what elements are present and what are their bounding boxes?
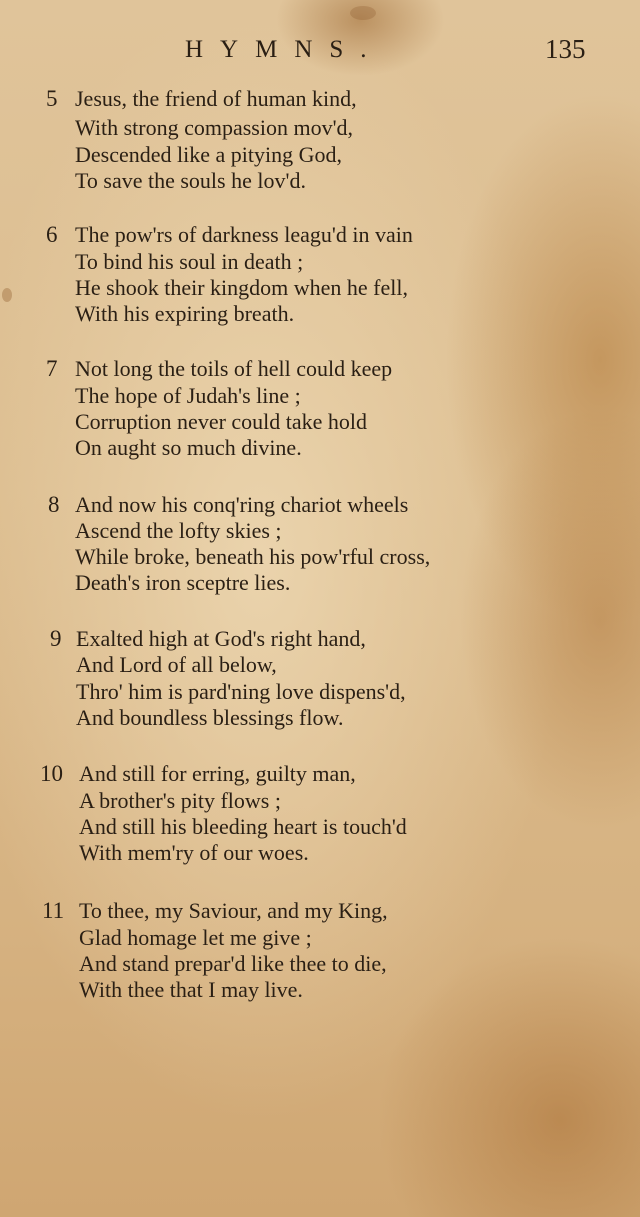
verse-line: With mem'ry of our woes. bbox=[79, 840, 309, 865]
stanza-number: 9 bbox=[50, 626, 62, 651]
verse-line: And stand prepar'd like thee to die, bbox=[79, 951, 387, 976]
verse-line: The pow'rs of darkness leagu'd in vain bbox=[75, 222, 413, 247]
foxing-stain bbox=[2, 288, 12, 302]
verse-line: Death's iron sceptre lies. bbox=[75, 570, 291, 595]
verse-line: He shook their kingdom when he fell, bbox=[75, 275, 408, 300]
verse-line: To bind his soul in death ; bbox=[75, 249, 304, 274]
verse-line: The hope of Judah's line ; bbox=[75, 383, 301, 408]
verse-line: With his expiring breath. bbox=[75, 301, 295, 326]
verse-line: Not long the toils of hell could keep bbox=[75, 356, 393, 381]
stanza-number: 7 bbox=[46, 356, 58, 381]
verse-line: A brother's pity flows ; bbox=[79, 788, 281, 813]
verse-line: Corruption never could take hold bbox=[75, 409, 368, 434]
verse-line: And still for erring, guilty man, bbox=[79, 761, 356, 786]
verse-line: Exalted high at God's right hand, bbox=[76, 626, 366, 651]
verse-line: Ascend the lofty skies ; bbox=[75, 518, 282, 543]
stanza-number: 11 bbox=[42, 898, 65, 923]
verse-line: While broke, beneath his pow'rful cross, bbox=[75, 544, 431, 569]
stanza-number: 8 bbox=[48, 492, 60, 517]
page-number: 135 bbox=[545, 34, 586, 64]
verse-line: With thee that I may live. bbox=[79, 977, 303, 1002]
stanza-number: 10 bbox=[40, 761, 63, 786]
stanza-number: 6 bbox=[46, 222, 58, 247]
foxing-stain bbox=[350, 6, 376, 20]
verse-line: To save the souls he lov'd. bbox=[75, 168, 306, 193]
verse-line: And Lord of all below, bbox=[76, 652, 277, 677]
verse-line: On aught so much divine. bbox=[75, 435, 302, 460]
verse-line: Descended like a pitying God, bbox=[75, 142, 342, 167]
verse-line: And boundless blessings flow. bbox=[76, 705, 344, 730]
verse-line: With strong compassion mov'd, bbox=[75, 115, 354, 140]
verse-line: Jesus, the friend of human kind, bbox=[75, 86, 357, 111]
verse-line: Thro' him is pard'ning love dispens'd, bbox=[76, 679, 406, 704]
verse-line: To thee, my Saviour, and my King, bbox=[79, 898, 388, 923]
verse-line: And still his bleeding heart is touch'd bbox=[79, 814, 407, 839]
stanza-number: 5 bbox=[46, 86, 58, 111]
running-head: HYMNS. bbox=[185, 36, 384, 63]
verse-line: Glad homage let me give ; bbox=[79, 925, 312, 950]
verse-line: And now his conq'ring chariot wheels bbox=[75, 492, 409, 517]
